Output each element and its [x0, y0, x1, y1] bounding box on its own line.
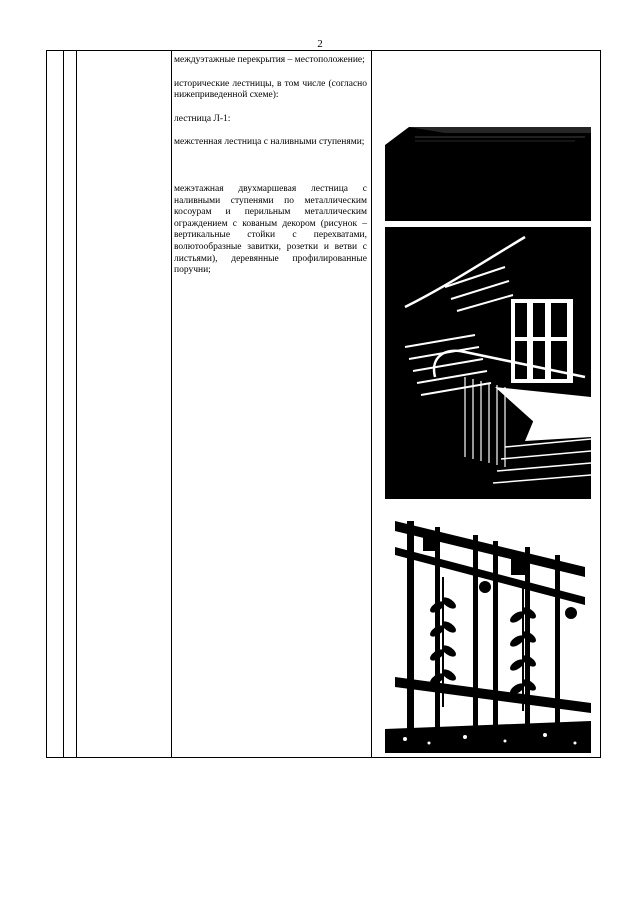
page-number: 2: [317, 38, 323, 50]
photo-railing-detail: [385, 507, 591, 753]
paragraph-two-flight-stair: межэтажная двухмаршевая лестница с наливными ступенями по металлическим косоурам и перильным металлическим ограждением с кованым декором (рисунок – вертикальные стойки с перехватами, волютообразные завитки, розетки и ветви с листьями), деревянные профилированные поручни;: [174, 183, 367, 276]
column-divider-2: [76, 51, 77, 757]
column-divider-3: [171, 51, 172, 757]
column-divider-4: [371, 51, 372, 757]
photo-two-flight-stair: [385, 227, 591, 499]
description-cell: [174, 55, 367, 277]
paragraph-stair-l1: лестница Л-1:: [174, 113, 231, 124]
column-divider-1: [63, 51, 64, 757]
paragraph-floors: междуэтажные перекрытия – местоположение;: [174, 55, 365, 65]
paragraph-historic-stairs: исторические лестницы, в том числе (согласно нижеприведенной схеме):: [174, 78, 367, 101]
paragraph-wall-stair: межстенная лестница с наливными ступенями;: [174, 137, 365, 148]
document-table: [46, 50, 601, 758]
photo-wall-stair: [385, 125, 591, 221]
